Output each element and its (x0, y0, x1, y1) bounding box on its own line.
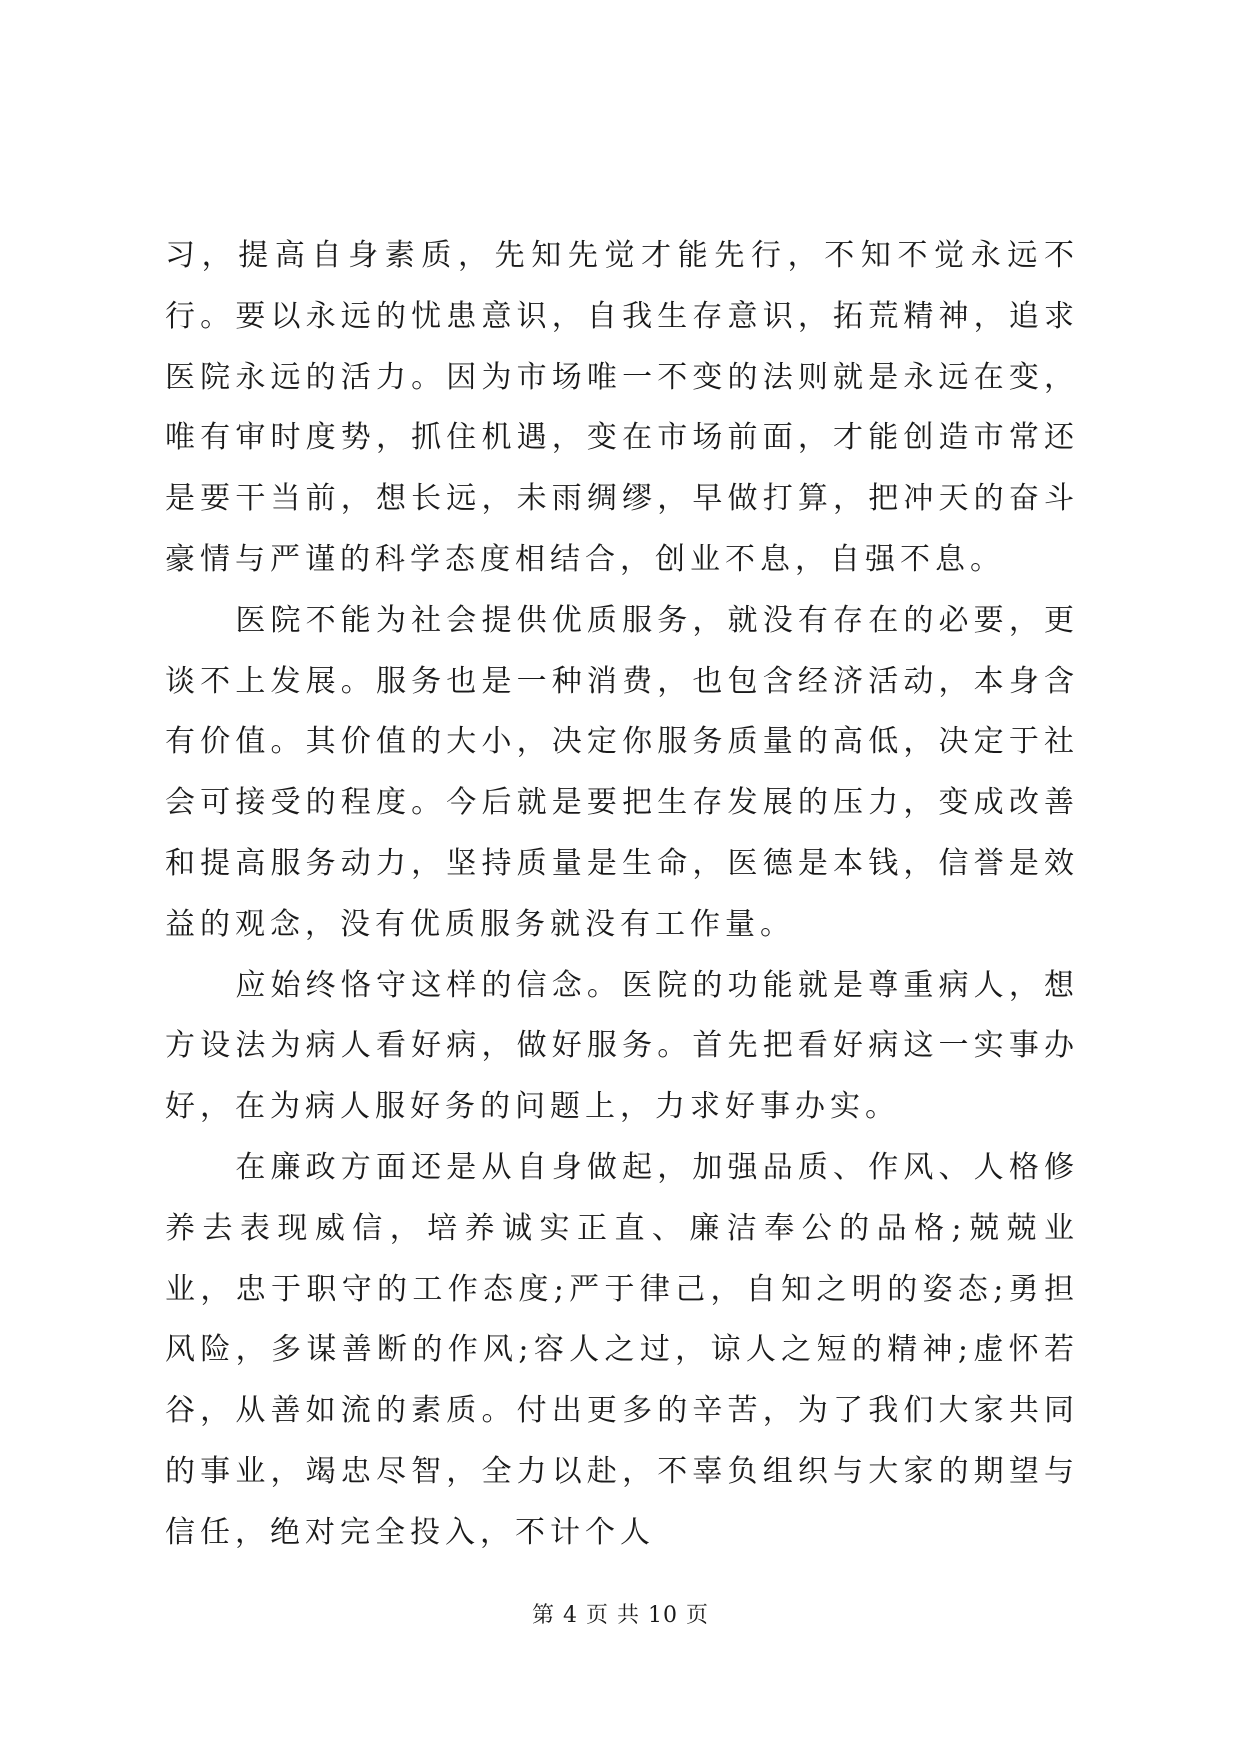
paragraph-1: 习，提高自身素质，先知先觉才能先行，不知不觉永远不行。要以永远的忧患意识，自我生存意识，拓荒精神，追求医院永远的活力。因为市场唯一不变的法则就是永远在变，唯有审时度势，抓住机遇，变在市场前面，才能创造市常还是要干当前，想长远，未雨绸缪，早做打算，把冲天的奋斗豪情与严谨的科学态度相结合，创业不息，自强不息。 (165, 238, 1079, 577)
paragraph-4: 在廉政方面还是从自身做起，加强品质、作风、人格修养去表现威信，培养诚实正直、廉洁奉公的品格;兢兢业业，忠于职守的工作态度;严于律己，自知之明的姿态;勇担风险，多谋善断的作风;容人之过，谅人之短的精神;虚怀若谷，从善如流的素质。付出更多的辛苦，为了我们大家共同的事业，竭忠尽智，全力以赴，不辜负组织与大家的期望与信任，绝对完全投入，不计个人 (165, 1149, 1079, 1550)
paragraph-2: 医院不能为社会提供优质服务，就没有存在的必要，更谈不上发展。服务也是一种消费，也包含经济活动，本身含有价值。其价值的大小，决定你服务质量的高低，决定于社会可接受的程度。今后就是要把生存发展的压力，变成改善和提高服务动力，坚持质量是生命，医德是本钱，信誉是效益的观念，没有优质服务就没有工作量。 (165, 602, 1079, 942)
body-text (165, 226, 1079, 1564)
page-number-footer: 第 4 页 共 10 页 (532, 1603, 709, 1628)
paragraph-3: 应始终恪守这样的信念。医院的功能就是尊重病人，想方设法为病人看好病，做好服务。首先把看好病这一实事办好，在为病人服好务的问题上，力求好事办实。 (165, 967, 1079, 1125)
